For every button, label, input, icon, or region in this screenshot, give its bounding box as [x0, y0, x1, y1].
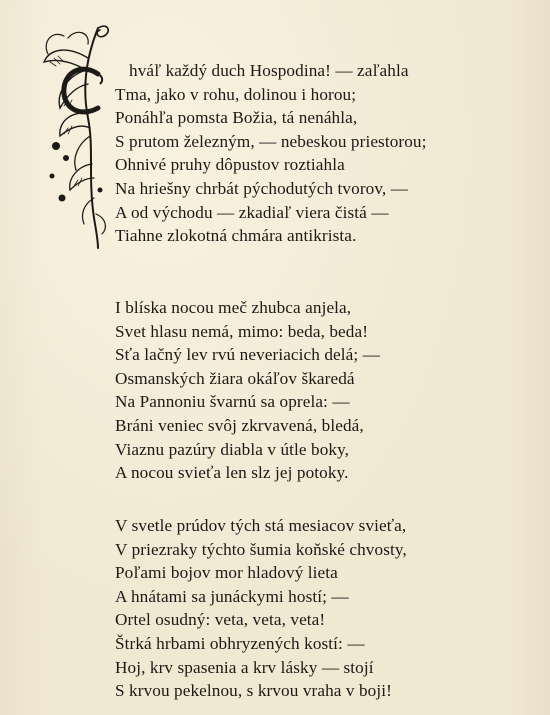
verse-line: A od východu — zkadiaľ viera čistá — — [115, 202, 389, 222]
stanza-2 — [115, 296, 380, 485]
verse-line: Sťa lačný lev rvú neveriacich delá; — — [115, 345, 380, 365]
verse-line: A hnátami sa junáckymi hostí; — — [115, 586, 349, 606]
verse-line: Tiahne zlokotná chmára antikrista. — [115, 226, 357, 246]
verse-line: Ohnivé pruhy dôpustov roztiahla — [115, 155, 345, 175]
verse-line: S prutom železným, — nebeskou priestorou; — [115, 131, 427, 151]
verse-line: Na Pannoniu švarnú sa oprela: — — [115, 392, 350, 412]
verse-line: hváľ každý duch Hospodina! — zaľahla — [129, 61, 409, 80]
verse-line: Viaznu pazúry diabla v útle boky, — [115, 439, 350, 459]
verse-line: Osmanských žiara okáľov škaredá — [115, 368, 355, 388]
verse-line: A nocou svieťa len slz jej potoky. — [115, 463, 349, 483]
verse-line: Bráni veniec svôj zkrvavená, bledá, — [115, 415, 364, 435]
stanza-3 — [115, 514, 407, 703]
verse-line: V priezraky týchto šumia koňské chvosty, — [115, 539, 407, 559]
verse-line: Hoj, krv spasenia a krv lásky — stojí — [115, 657, 374, 677]
verse-line: Tma, jako v rohu, dolinou i horou; — [115, 84, 357, 104]
verse-line: Ponáhľa pomsta Božia, tá nenáhla, — [115, 108, 358, 128]
verse-line: Na hriešny chrbát pýchodutých tvorov, — — [115, 178, 408, 198]
verse-line: S krvou pekelnou, s krvou vraha v boji! — [115, 681, 392, 701]
stanza-1 — [115, 59, 427, 248]
verse-line: Svet hlasu nemá, mimo: beda, beda! — [115, 321, 369, 341]
floral-initial-ornament-icon — [38, 18, 112, 250]
verse-line: Poľami bojov mor hladový lieta — [115, 563, 338, 583]
verse-line: Ortel osudný: veta, veta, veta! — [115, 610, 326, 630]
verse-line: Štrká hrbami obhryzených kostí: — — [115, 633, 365, 653]
verse-line: I blíska nocou meč zhubca anjela, — [115, 298, 352, 317]
verse-line: V svetle prúdov tých stá mesiacov svieťa, — [115, 516, 407, 535]
